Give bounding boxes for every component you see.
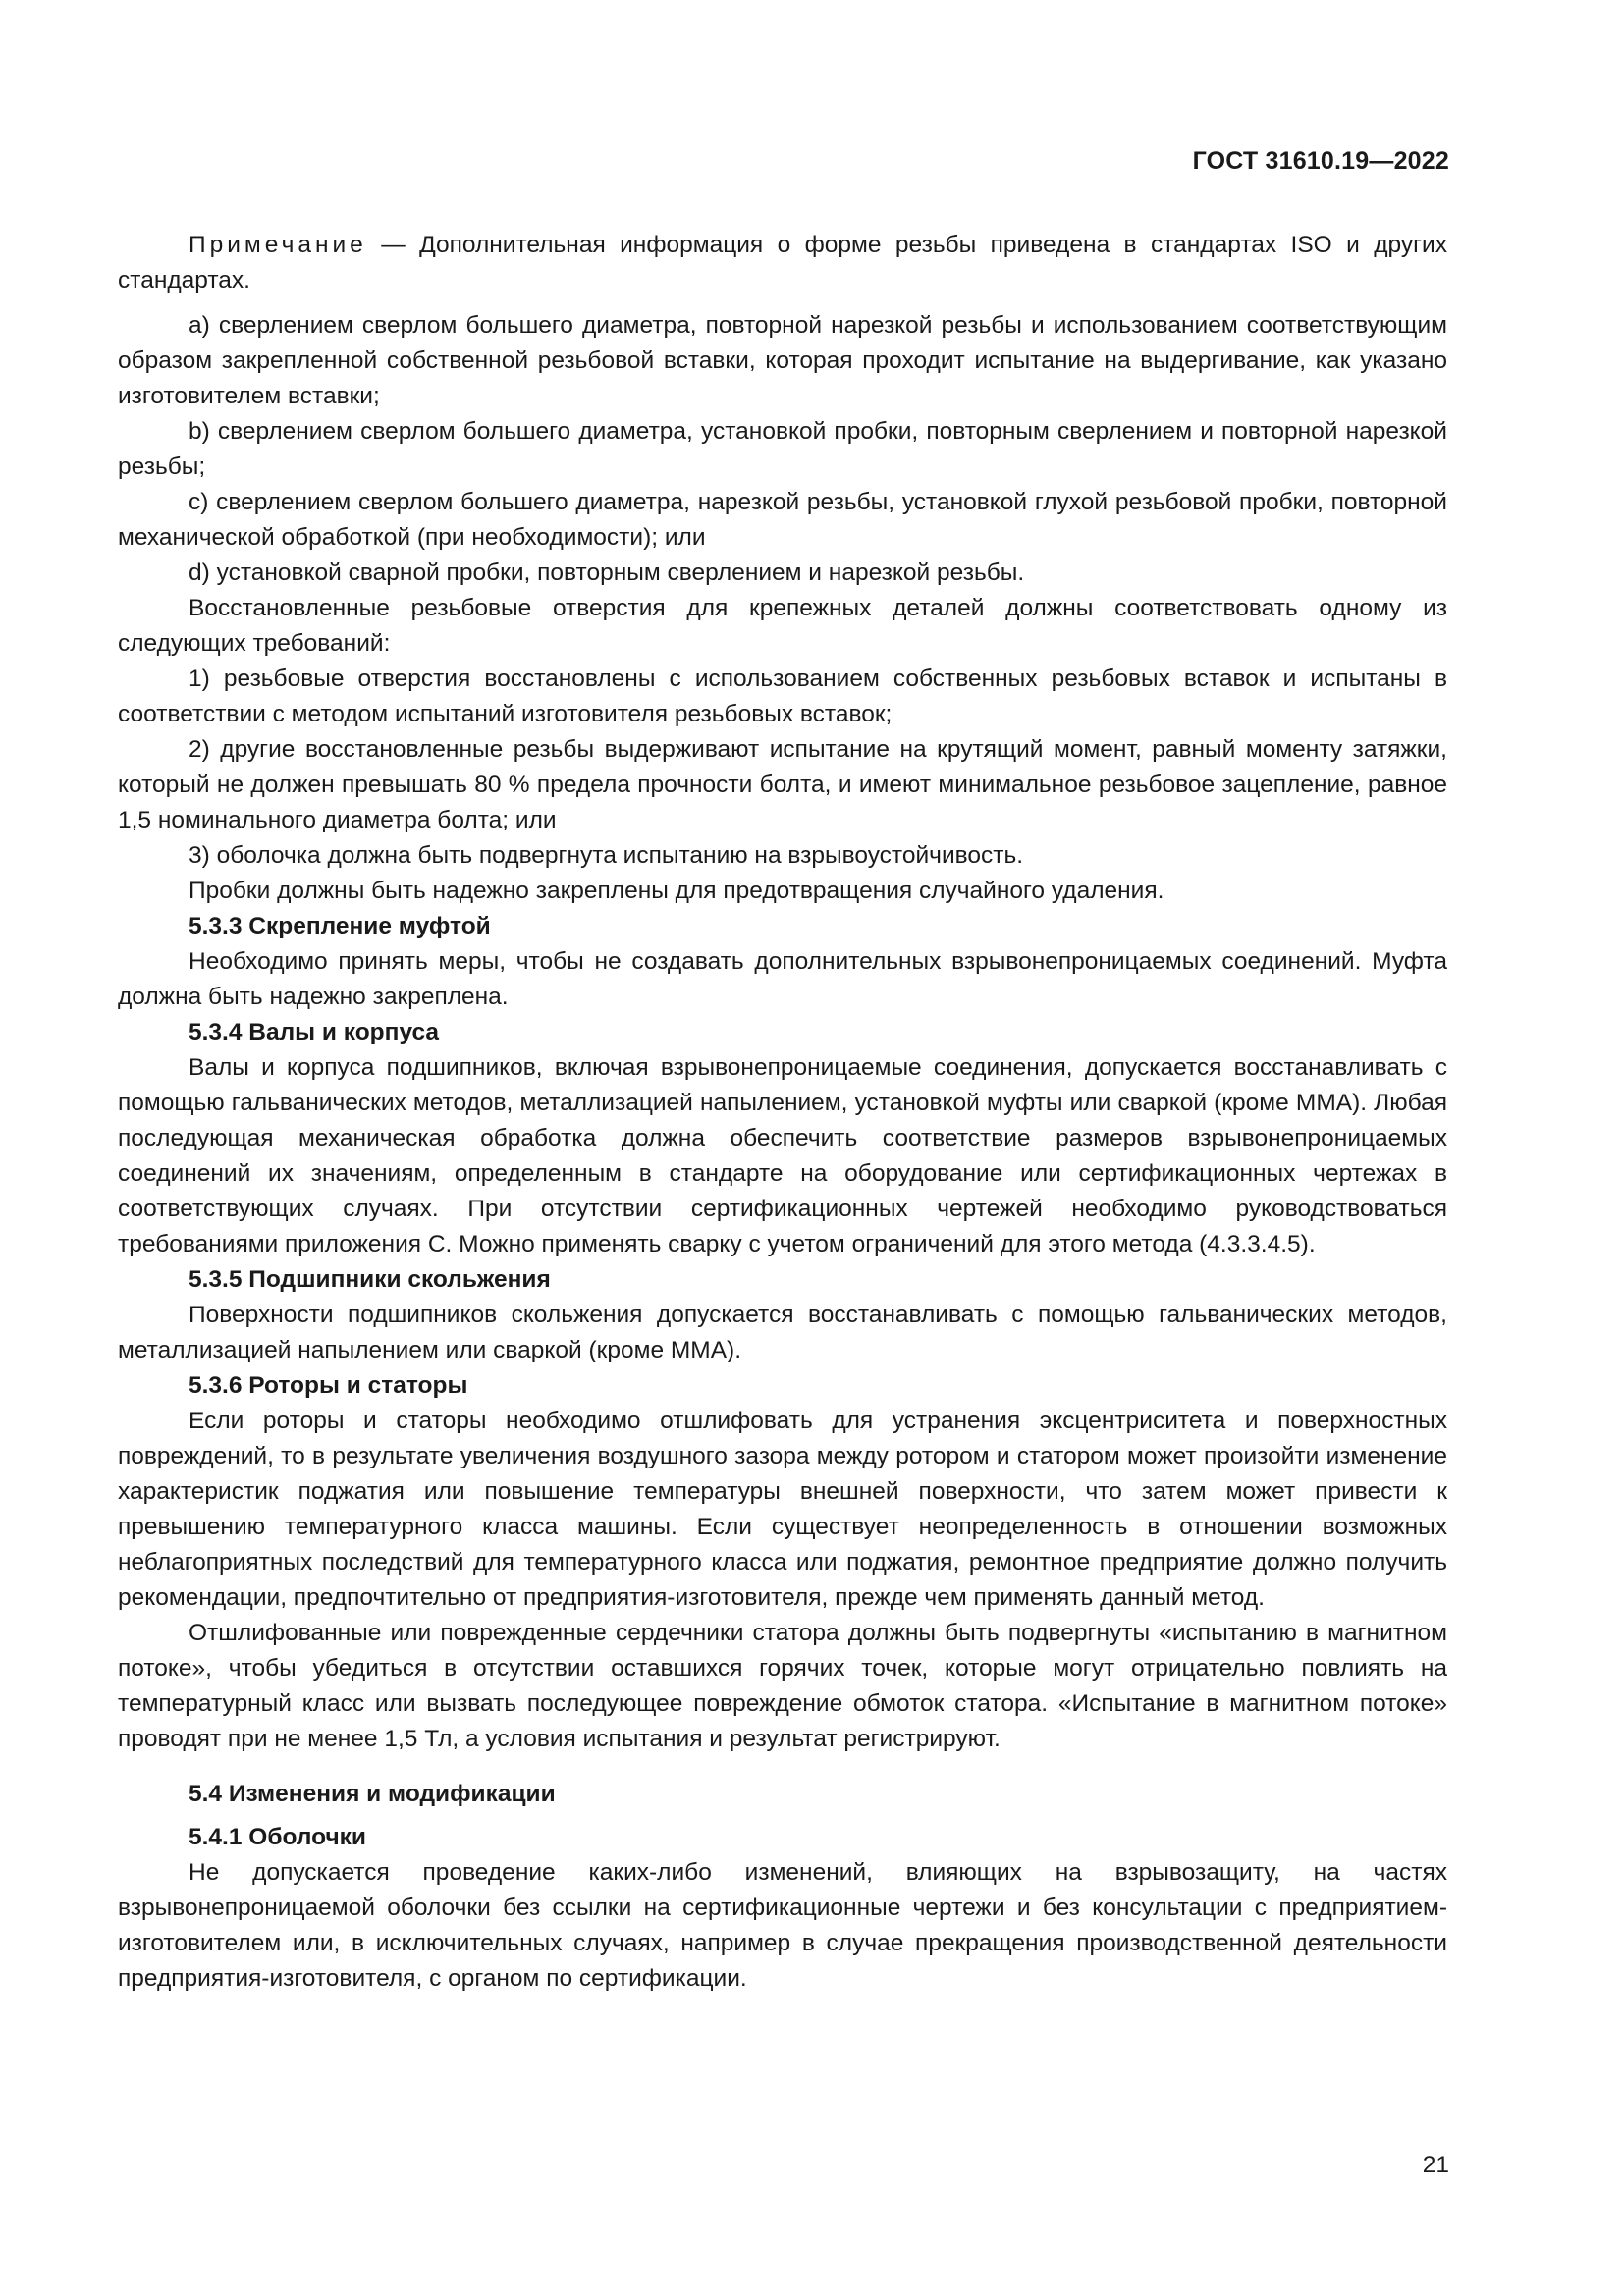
section-heading-5-4: 5.4 Изменения и модификации: [189, 1781, 556, 1807]
note-text: — Дополнительная информация о форме резьбы приведена в стандартах ISO и других стандартах.: [118, 232, 1447, 294]
requirement-3: 3) оболочка должна быть подвергнута испытанию на взрывоустойчивость.: [189, 842, 1024, 869]
list-item-b: b) сверлением сверлом большего диаметра, установкой пробки, повторным сверлением и повторной нарезкой резьбы;: [118, 418, 1447, 480]
requirement-1: 1) резьбовые отверстия восстановлены с использованием собственных резьбовых вставок и испытаны в соответствии с методом испытаний изготовителя резьбовых вставок;: [118, 666, 1447, 727]
bearings-paragraph: Поверхности подшипников скольжения допускается восстанавливать с помощью гальванических методов, металлизацией напылением или сваркой (кроме ММА).: [118, 1302, 1447, 1363]
list-item-c: с) сверлением сверлом большего диаметра, нарезкой резьбы, установкой глухой резьбовой пробки, повторной механической обработкой (при необходимости); или: [118, 489, 1447, 551]
requirements-intro: Восстановленные резьбовые отверстия для крепежных деталей должны соответствовать одному из следующих требований:: [118, 595, 1447, 657]
requirement-2: 2) другие восстановленные резьбы выдерживают испытание на крутящий момент, равный моменту затяжки, который не должен превышать 80 % предела прочности болта, и имеют минимальное резьбовое зацепление, равное 1,5 номинального диаметра болта; или: [118, 736, 1447, 833]
section-heading-5-3-3: 5.3.3 Скрепление муфтой: [189, 913, 491, 939]
section-heading-5-4-1: 5.4.1 Оболочки: [189, 1824, 366, 1850]
document-body: [118, 228, 1447, 1997]
enclosures-paragraph: Не допускается проведение каких-либо изменений, влияющих на взрывозащиту, на частях взрывонепроницаемой оболочки без ссылки на сертификационные чертежи и без консультации с предприятием-изготовителем или, в исключительных случаях, например в случае прекращения производственной деятельности предприятия-изготовителя, с органом по сертификации.: [118, 1859, 1447, 1992]
section-heading-5-3-6: 5.3.6 Роторы и статоры: [189, 1372, 468, 1399]
section-heading-5-3-5: 5.3.5 Подшипники скольжения: [189, 1266, 551, 1293]
page-number: 21: [1422, 2152, 1449, 2178]
note-label: Примечание: [189, 232, 367, 258]
rotors-paragraph: Если роторы и статоры необходимо отшлифовать для устранения эксцентриситета и поверхностных повреждений, то в результате увеличения воздушного зазора между ротором и статором может произойти изменение характеристик поджатия или повышение температуры внешней поверхности, что затем может привести к превышению температурного класса машины. Если существует неопределенность в отношении возможных неблагоприятных последствий для температурного класса или поджатия, ремонтное предприятие должно получить рекомендации, предпочтительно от предприятия-изготовителя, прежде чем применять данный метод.: [118, 1408, 1447, 1611]
plugs-paragraph: Пробки должны быть надежно закреплены для предотвращения случайного удаления.: [189, 878, 1164, 904]
list-item-d: d) установкой сварной пробки, повторным сверлением и нарезкой резьбы.: [189, 560, 1025, 586]
document-number: ГОСТ 31610.19—2022: [1192, 147, 1449, 175]
shafts-paragraph: Валы и корпуса подшипников, включая взрывонепроницаемые соединения, допускается восстанавливать с помощью гальванических методов, металлизацией напылением, установкой муфты или сваркой (кроме ММА). Любая последующая механическая обработка должна обеспечить соответствие размеров взрывонепроницаемых соединений их значениям, определенным в стандарте на оборудование или сертификационных чертежах в соответствующих случаях. При отсутствии сертификационных чертежей необходимо руководствоваться требованиями приложения С. Можно применять сварку с учетом ограничений для этого метода (4.3.3.4.5).: [118, 1054, 1447, 1257]
list-item-a: а) сверлением сверлом большего диаметра, повторной нарезкой резьбы и использованием соответствующим образом закрепленной собственной резьбовой вставки, которая проходит испытание на выдергивание, как указано изготовителем вставки;: [118, 312, 1447, 409]
stator-cores-paragraph: Отшлифованные или поврежденные сердечники статора должны быть подвергнуты «испытанию в магнитном потоке», чтобы убедиться в отсутствии оставшихся горячих точек, которые могут отрицательно повлиять на температурный класс или вызвать последующее повреждение обмоток статора. «Испытание в магнитном потоке» проводят при не менее 1,5 Тл, а условия испытания и результат регистрируют.: [118, 1620, 1447, 1752]
coupling-paragraph: Необходимо принять меры, чтобы не создавать дополнительных взрывонепроницаемых соединений. Муфта должна быть надежно закреплена.: [118, 948, 1447, 1010]
note-paragraph: [118, 228, 1447, 298]
section-heading-5-3-4: 5.3.4 Валы и корпуса: [189, 1019, 440, 1045]
